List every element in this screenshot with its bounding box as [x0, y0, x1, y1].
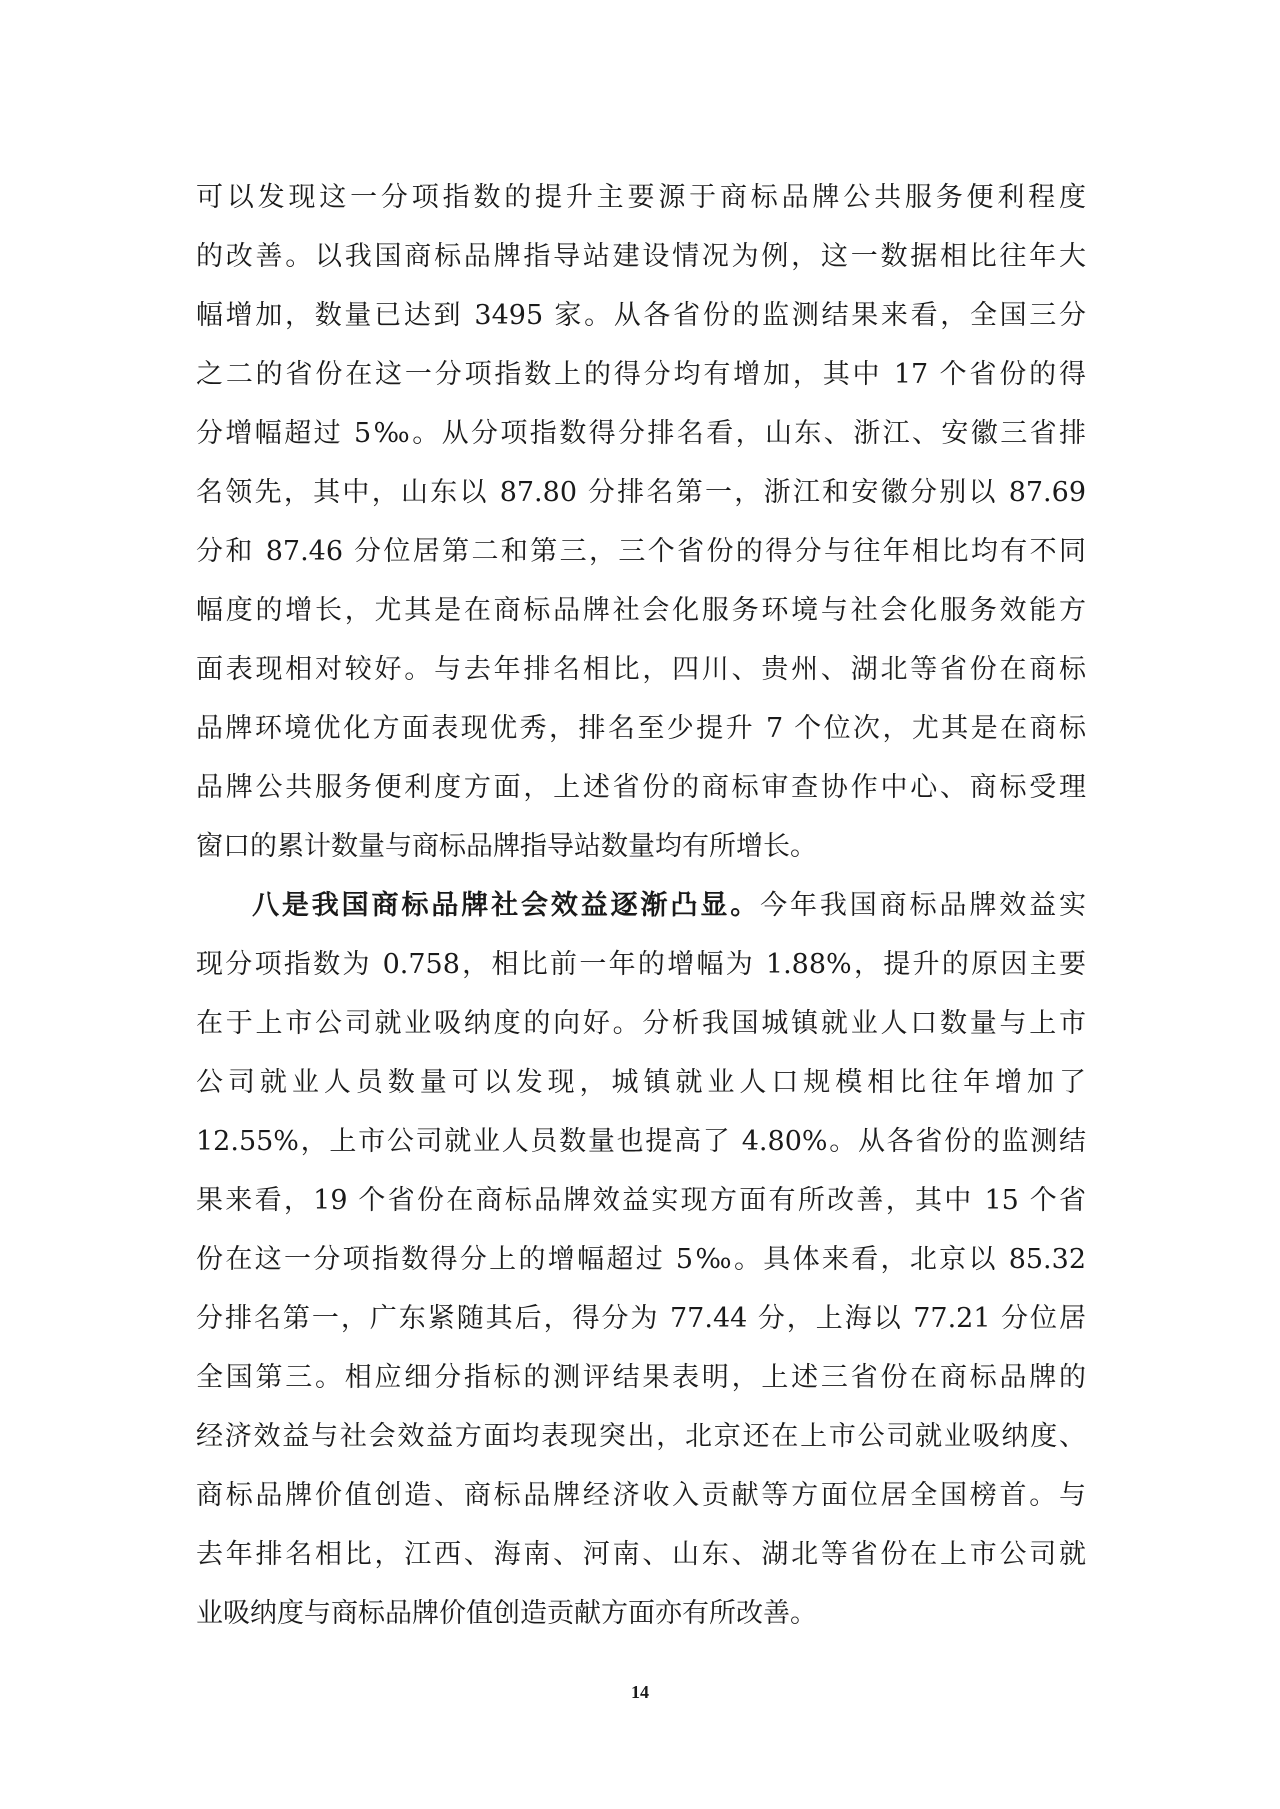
text-line: 之二的省份在这一分项指数上的得分均有增加，其中 17 个省份的得 [196, 359, 1086, 390]
text-line: 分增幅超过 5‰。从分项指数得分排名看，山东、浙江、安徽三省排 [196, 418, 1086, 449]
text-line: 业吸纳度与商标品牌价值创造贡献方面亦有所改善。 [196, 1598, 817, 1629]
text-line: 窗口的累计数量与商标品牌指导站数量均有所增长。 [196, 831, 817, 862]
text-line: 面表现相对较好。与去年排名相比，四川、贵州、湖北等省份在商标 [196, 654, 1086, 685]
text-line: 幅增加，数量已达到 3495 家。从各省份的监测结果来看，全国三分 [196, 300, 1086, 331]
paragraph-2-heading: 八是我国商标品牌社会效益逐渐凸显。 [252, 890, 761, 921]
text-line: 份在这一分项指数得分上的增幅超过 5‰。具体来看，北京以 85.32 [196, 1244, 1086, 1275]
text-line: 幅度的增长，尤其是在商标品牌社会化服务环境与社会化服务效能方 [196, 595, 1086, 626]
text-line: 全国第三。相应细分指标的测评结果表明，上述三省份在商标品牌的 [196, 1362, 1086, 1393]
body-text [196, 168, 1086, 1643]
text-line: 品牌环境优化方面表现优秀，排名至少提升 7 个位次，尤其是在商标 [196, 713, 1086, 744]
text-line: 分排名第一，广东紧随其后，得分为 77.44 分，上海以 77.21 分位居 [196, 1303, 1086, 1334]
text-line: 商标品牌价值创造、商标品牌经济收入贡献等方面位居全国榜首。与 [196, 1480, 1086, 1511]
text-line: 去年排名相比，江西、海南、河南、山东、湖北等省份在上市公司就 [196, 1539, 1086, 1570]
text-line: 经济效益与社会效益方面均表现突出，北京还在上市公司就业吸纳度、 [196, 1421, 1086, 1452]
text-line: 可以发现这一分项指数的提升主要源于商标品牌公共服务便利程度 [196, 182, 1086, 213]
text-line: 分和 87.46 分位居第二和第三，三个省份的得分与往年相比均有不同 [196, 536, 1086, 567]
text-line: 12.55%，上市公司就业人员数量也提高了 4.80%。从各省份的监测结 [196, 1126, 1086, 1157]
text-line: 品牌公共服务便利度方面，上述省份的商标审查协作中心、商标受理 [196, 772, 1086, 803]
paragraph-2-first-line-rest: 今年我国商标品牌效益实 [760, 890, 1087, 921]
paragraph-2 [196, 876, 1086, 1643]
text-line: 的改善。以我国商标品牌指导站建设情况为例，这一数据相比往年大 [196, 241, 1086, 272]
paragraph-2-first-line [196, 876, 1086, 935]
text-line: 现分项指数为 0.758，相比前一年的增幅为 1.88%，提升的原因主要 [196, 949, 1086, 980]
paragraph-1 [196, 168, 1086, 876]
page-number: 14 [631, 1682, 649, 1702]
text-line: 在于上市公司就业吸纳度的向好。分析我国城镇就业人口数量与上市 [196, 1008, 1086, 1039]
text-line: 果来看，19 个省份在商标品牌效益实现方面有所改善，其中 15 个省 [196, 1185, 1086, 1216]
text-line: 公司就业人员数量可以发现，城镇就业人口规模相比往年增加了 [196, 1067, 1086, 1098]
text-line: 名领先，其中，山东以 87.80 分排名第一，浙江和安徽分别以 87.69 [196, 477, 1086, 508]
